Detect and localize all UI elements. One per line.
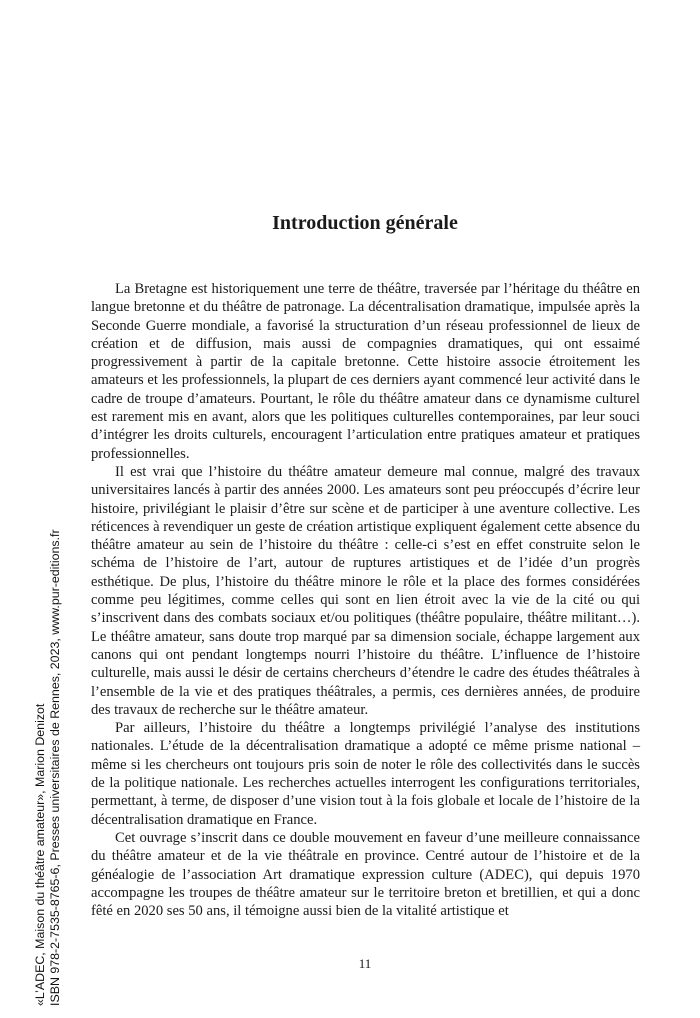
side-credit bbox=[33, 146, 63, 1006]
paragraph: Par ailleurs, l’histoire du théâtre a longtemps privilégié l’analyse des institutions nationales. L’étude de la décentralisation dramatique a adopté ce même prisme national – même si les chercheurs ont toujours pris soin de noter le rôle des collectivités dans le succès de la politique nationale. Les recherches actuelles interrogent les configurations territoriales, permettant, à terme, de disposer d’une vision tout à la fois globale et locale de l’histoire de la décentralisation dramatique en France. bbox=[91, 720, 640, 828]
paragraph: Cet ouvrage s’inscrit dans ce double mouvement en faveur d’une meilleure connaissance du théâtre amateur et de la vie théâtrale en province. Centré autour de l’histoire et de la généalogie de l’association Art dramatique expression culture (ADEC), qui depuis 1970 accompagne les troupes de théâtre amateur sur le territoire breton et bretillien, et qui a donc fêté en 2020 ses 50 ans, il témoigne aussi bien de la vitalité artistique et bbox=[91, 829, 640, 920]
body-text bbox=[91, 280, 640, 920]
chapter-title: Introduction générale bbox=[272, 212, 458, 234]
credit-line-title: «L’ADEC, Maison du théâtre amateur», Marion Denizot bbox=[33, 703, 47, 1006]
paragraph: Il est vrai que l’histoire du théâtre amateur demeure mal connue, malgré des travaux universitaires lancés à partir des années 2000. Les amateurs sont peu préoccupés d’écrire leur histoire, privilégiant le plaisir d’être sur scène et de participer à une aventure collective. Les réticences à revendiquer un geste de création artistique expliquent également cette absence du théâtre amateur au sein de l’histoire du théâtre : celle-ci s’est en effet construite selon le schéma de l’histoire de l’art, autour de ruptures artistiques et de l’idée d’un progrès esthétique. De plus, l’histoire du théâtre minore le rôle et la place des formes considérées comme peu légitimes, comme celles qui sont en lien étroit avec la vie de la cité ou qui s’inscrivent dans des combats sociaux et/ou politiques (théâtre populaire, théâtre militant…). Le théâtre amateur, sans doute trop marqué par sa dimension sociale, échappe largement aux canons qui ont pendant longtemps nourri l’histoire du théâtre. L’influence de l’histoire culturelle, mais aussi le désir de certains chercheurs d’étendre le cadre des études théâtrales à l’ensemble de la vie et des pratiques théâtrales, a permis, ces dernières années, de produire des travaux de recherche sur le théâtre amateur. bbox=[91, 463, 640, 718]
paragraph: La Bretagne est historiquement une terre de théâtre, traversée par l’héritage du théâtre en langue bretonne et du théâtre de patronage. La décentralisation dramatique, impulsée après la Seconde Guerre mondiale, a favorisé la structuration d’un réseau professionnel de lieux de création et de diffusion, mais aussi de compagnies dramatiques, qui ont essaimé progressivement à partir de la capitale bretonne. Cette histoire associe étroitement les amateurs et les professionnels, la plupart de ces derniers ayant commencé leur activité dans le cadre de troupe d’amateurs. Pourtant, le rôle du théâtre amateur dans ce dynamisme culturel est rarement mis en avant, alors que les politiques culturelles contemporaines, par leur souci d’intégrer les droits culturels, encouragent l’articulation entre pratiques amateur et pratiques professionnelles. bbox=[91, 281, 640, 462]
page-number: 11 bbox=[358, 956, 372, 971]
credit-line-isbn: ISBN 978-2-7535-8765-6, Presses universitaires de Rennes, 2023, www.pur-editions.fr bbox=[48, 529, 62, 1006]
